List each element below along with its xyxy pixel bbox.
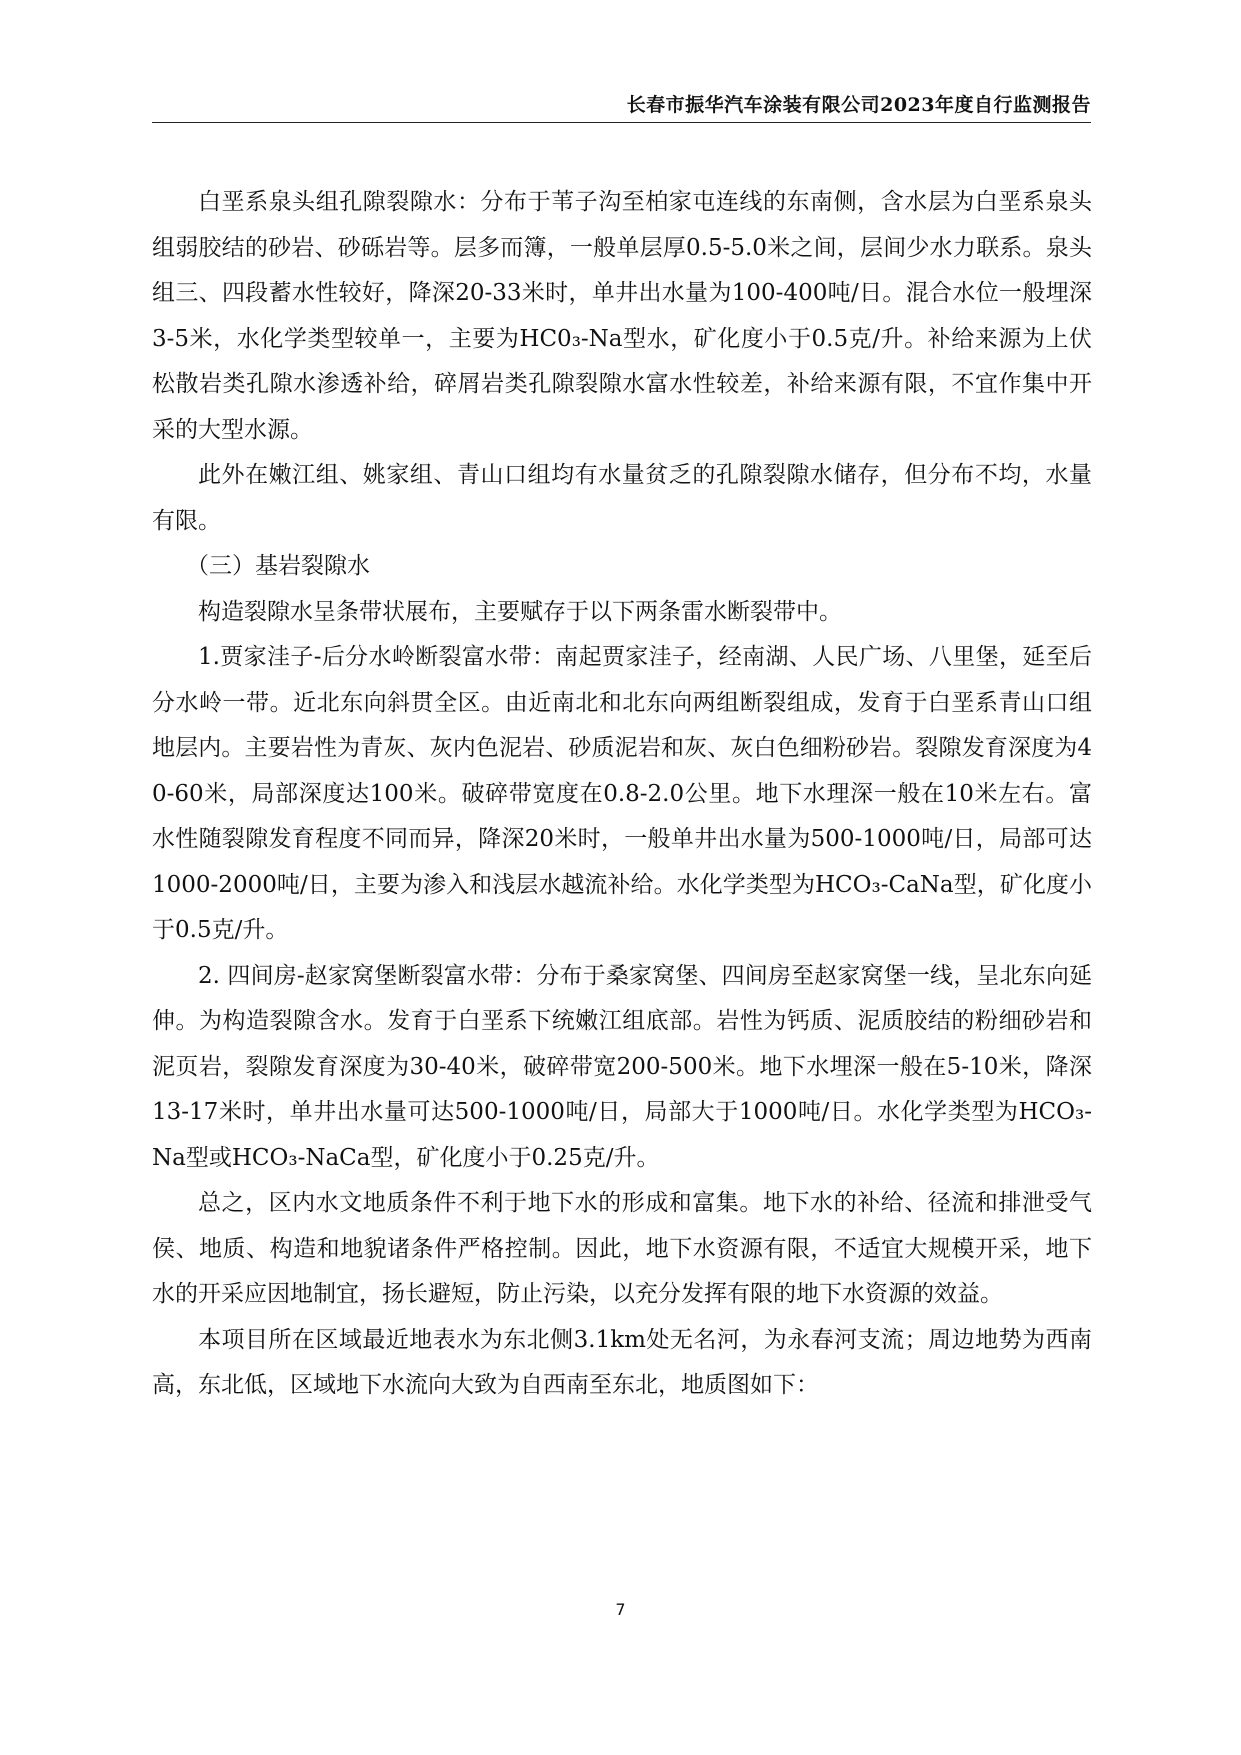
paragraph-other-aquifers: 此外在嫩江组、姚家组、青山口组均有水量贫乏的孔隙裂隙水储存，但分布不均，水量有限。	[152, 462, 1092, 534]
paragraph-structural-fissure-water: 构造裂隙水呈条带状展布，主要赋存于以下两条雷水断裂带中。	[198, 598, 842, 625]
paragraph-summary: 总之，区内水文地质条件不利于地下水的形成和富集。地下水的补给、径流和排泄受气侯、地质、构造和地貌诸条件严格控制。因此，地下水资源有限，不适宜大规模开采，地下水的开采应因地制宜，扬长避短，防止污染，以充分发挥有限的地下水资源的效益。	[152, 1190, 1092, 1307]
page-header	[152, 88, 1091, 123]
paragraph-quantou-aquifer: 白垩系泉头组孔隙裂隙水：分布于苇子沟至柏家屯连线的东南侧，含水层为白垩系泉头组弱胶结的砂岩、砂砾岩等。层多而簿，一般单层厚0.5-5.0米之间，层间少水力联系。泉头组三、四段蓄水性较好，降深20-33米时，单井出水量为100-400吨/日。混合水位一般埋深3-5米，水化学类型较单一，主要为HC0₃-Na型水，矿化度小于0.5克/升。补给来源为上伏松散岩类孔隙水渗透补给，碎屑岩类孔隙裂隙水富水性较差，补给来源有限，不宜作集中开采的大型水源。	[152, 189, 1093, 443]
document-body	[152, 180, 1092, 1409]
page-number: 7	[615, 1600, 626, 1619]
section-heading-bedrock-fissure-water: （三）基岩裂隙水	[186, 553, 370, 579]
paragraph-project-area: 本项目所在区域最近地表水为东北侧3.1km处无名河，为永春河支流；周边地势为西南高，东北低，区域地下水流向大致为自西南至东北，地质图如下：	[152, 1326, 1092, 1398]
paragraph-fault-zone-1: 1.贾家洼子-后分水岭断裂富水带：南起贾家洼子，经南湖、人民广场、八里堡，延至后分水岭一带。近北东向斜贯全区。由近南北和北东向两组断裂组成，发育于白垩系青山口组地层内。主要岩性为青灰、灰内色泥岩、砂质泥岩和灰、灰白色细粉砂岩。裂隙发育深度为40-60米，局部深度达100米。破碎带宽度在0.8-2.0公里。地下水理深一般在10米左右。富水性随裂隙发育程度不同而异，降深20米时，一般单井出水量为500-1000吨/日，局部可达1000-2000吨/日，主要为渗入和浅层水越流补给。水化学类型为HCO₃-CaNa型，矿化度小于0.5克/升。	[152, 644, 1092, 943]
paragraph-fault-zone-2: 2. 四间房-赵家窝堡断裂富水带：分布于桑家窝堡、四间房至赵家窝堡一线，呈北东向延伸。为构造裂隙含水。发育于白垩系下统嫩江组底部。岩性为钙质、泥质胶结的粉细砂岩和泥页岩，裂隙发育深度为30-40米，破碎带宽200-500米。地下水埋深一般在5-10米，降深13-17米时，单井出水量可达500-1000吨/日，局部大于1000吨/日。水化学类型为HCO₃-Na型或HCO₃-NaCa型，矿化度小于0.25克/升。	[152, 962, 1092, 1171]
header-title: 长春市振华汽车涂装有限公司2023年度自行监测报告	[626, 94, 1091, 116]
